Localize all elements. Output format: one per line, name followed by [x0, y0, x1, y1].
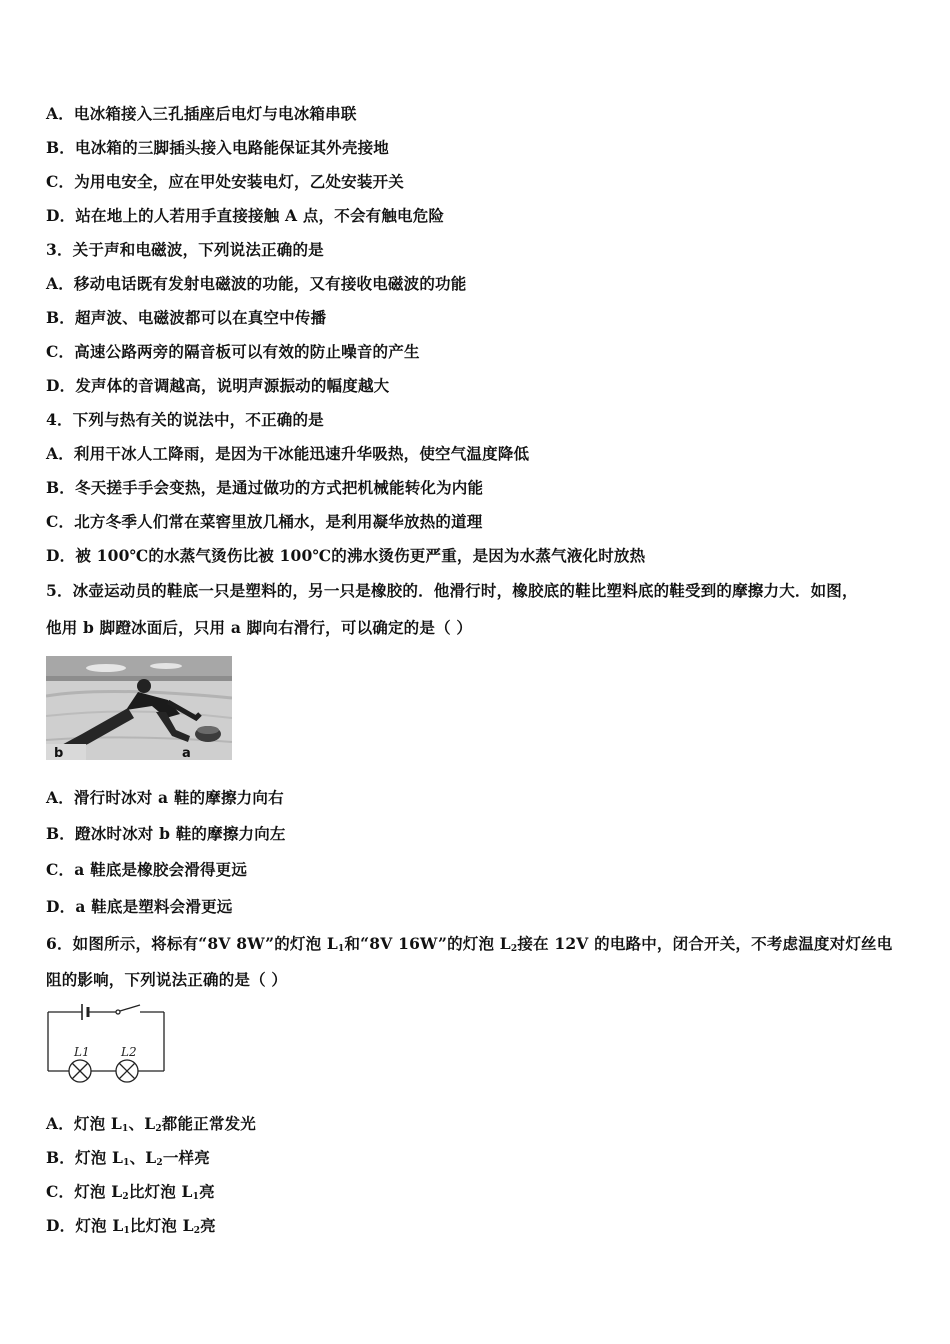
q6-c-pre: C．灯泡 L [46, 1182, 123, 1201]
q6-b-post: 一样亮 [162, 1148, 210, 1167]
subscript-1: 1 [338, 944, 345, 954]
q6-a-pre: A．灯泡 L [46, 1114, 123, 1133]
q3-option-d: D．发声体的音调越高，说明声源振动的幅度越大 [46, 376, 390, 395]
curling-photo [46, 656, 232, 760]
q4-stem: 4．下列与热有关的说法中，不正确的是 [46, 410, 324, 429]
q6-stem-part-c: 接在 12V 的电路中，闭合开关，不考虑温度对灯丝电 [517, 934, 893, 953]
q6-b-pre: B．灯泡 L [46, 1148, 124, 1167]
subscript-1: 1 [192, 1192, 200, 1202]
q4-option-c: C．北方冬季人们常在菜窖里放几桶水，是利用凝华放热的道理 [46, 512, 483, 531]
circuit-drawing [44, 1002, 168, 1088]
q6-a-mid: 、L [128, 1114, 156, 1133]
q2-option-b: B．电冰箱的三脚插头接入电路能保证其外壳接地 [46, 138, 390, 157]
q4-option-b: B．冬天搓手手会变热，是通过做功的方式把机械能转化为内能 [46, 478, 484, 497]
subscript-2: 2 [155, 1124, 162, 1134]
subscript-2: 2 [193, 1226, 201, 1236]
q5-option-b: B．蹬冰时冰对 b 鞋的摩擦力向左 [46, 824, 286, 843]
q6-d-mid: 比灯泡 L [129, 1216, 194, 1235]
subscript-2: 2 [510, 944, 518, 954]
q4-option-d: D．被 100℃的水蒸气烫伤比被 100℃的沸水烫伤更严重，是因为水蒸气液化时放热 [46, 546, 646, 565]
q6-stem-line1 [46, 932, 892, 954]
q6-option-b [46, 1146, 210, 1168]
q5-option-d: D．a 鞋底是塑料会滑更远 [46, 897, 233, 916]
subscript-2: 2 [122, 1192, 129, 1202]
q6-stem-part-a: 6．如图所示，将标有“8V 8W”的灯泡 L [46, 934, 338, 953]
q6-option-c [46, 1180, 215, 1202]
photo-label-a: a [182, 746, 191, 760]
q6-a-post: 都能正常发光 [161, 1114, 256, 1133]
subscript-2: 2 [156, 1158, 163, 1168]
q2-option-d: D．站在地上的人若用手直接接触 A 点，不会有触电危险 [46, 206, 445, 225]
subscript-1: 1 [122, 1124, 129, 1134]
q6-stem-line2: 阻的影响，下列说法正确的是（ ） [46, 970, 288, 989]
q6-option-a [46, 1112, 256, 1134]
circuit-diagram [44, 1002, 168, 1088]
q6-b-mid: 、L [129, 1148, 157, 1167]
lamp-label-l2: L2 [121, 1045, 137, 1059]
lamp-label-l1: L1 [74, 1045, 90, 1059]
q5-option-a: A．滑行时冰对 a 鞋的摩擦力向右 [46, 788, 284, 807]
q5-option-c: C．a 鞋底是橡胶会滑得更远 [46, 860, 248, 879]
q2-option-c: C．为用电安全，应在甲处安装电灯，乙处安装开关 [46, 172, 404, 191]
q2-option-a: A．电冰箱接入三孔插座后电灯与电冰箱串联 [46, 104, 357, 123]
subscript-1: 1 [123, 1226, 130, 1236]
curling-photo-drawing [46, 656, 232, 760]
q6-d-post: 亮 [200, 1216, 216, 1235]
q3-stem: 3．关于声和电磁波，下列说法正确的是 [46, 240, 324, 259]
q6-c-post: 亮 [199, 1182, 215, 1201]
photo-label-b: b [54, 746, 64, 760]
q3-option-b: B．超声波、电磁波都可以在真空中传播 [46, 308, 327, 327]
subscript-1: 1 [123, 1158, 130, 1168]
q3-option-a: A．移动电话既有发射电磁波的功能，又有接收电磁波的功能 [46, 274, 467, 293]
q4-option-a: A．利用干冰人工降雨，是因为干冰能迅速升华吸热，使空气温度降低 [46, 444, 530, 463]
q6-d-pre: D．灯泡 L [46, 1216, 124, 1235]
q3-option-c: C．高速公路两旁的隔音板可以有效的防止噪音的产生 [46, 342, 420, 361]
q6-option-d [46, 1214, 216, 1236]
q6-stem-part-b: 和“8V 16W”的灯泡 L [344, 934, 511, 953]
q5-stem-line2: 他用 b 脚蹬冰面后，只用 a 脚向右滑行，可以确定的是（ ） [46, 618, 473, 637]
q5-stem-line1: 5．冰壶运动员的鞋底一只是塑料的，另一只是橡胶的．他滑行时，橡胶底的鞋比塑料底的鞋受到的摩擦力大．如图， [46, 581, 858, 600]
q6-c-mid: 比灯泡 L [128, 1182, 193, 1201]
